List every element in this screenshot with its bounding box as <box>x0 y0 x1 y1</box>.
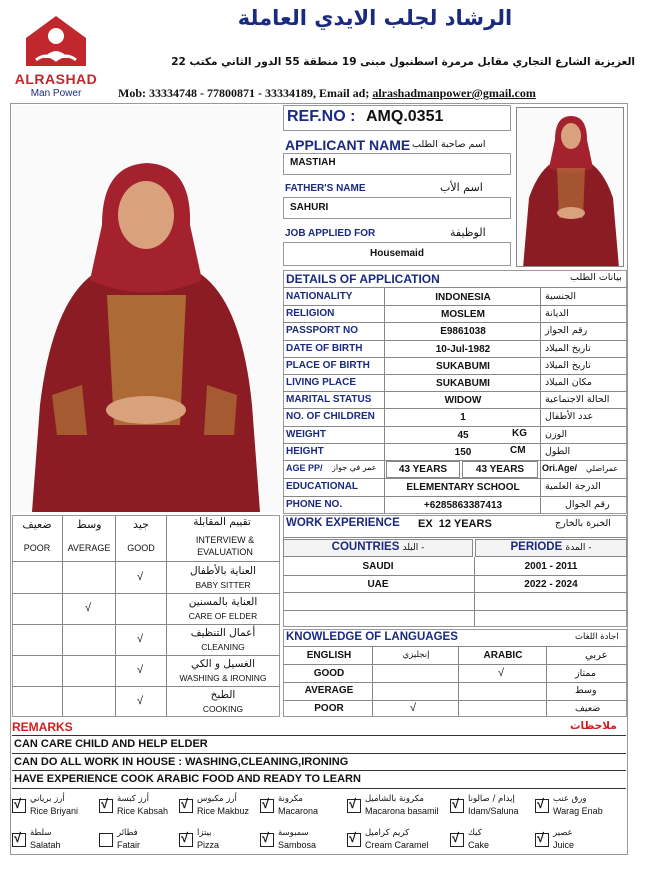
food-name-en: Idam/Saluna <box>468 806 519 816</box>
experience-col-divider <box>474 557 475 627</box>
countries-label-ar: البلد - <box>402 543 425 553</box>
food-check-mark: √ <box>262 796 270 811</box>
details-row-divider <box>283 478 627 479</box>
detail-label: LIVING PLACE <box>286 377 357 388</box>
food-check-mark: √ <box>181 830 189 845</box>
language-arabic-mark: √ <box>498 667 505 679</box>
contact-phones: Mob: 33334748 - 77800871 - 33334189, Email ad; <box>118 86 373 100</box>
remark-divider <box>12 735 626 736</box>
detail-label: RELIGION <box>286 308 335 320</box>
food-name-ar: أرز مكبوس <box>197 794 237 804</box>
eval-title: INTERVIEW & EVALUATION <box>195 535 255 557</box>
applicant-name-value: MASTIAH <box>290 157 336 168</box>
food-checkbox[interactable] <box>99 796 113 813</box>
detail-label-ar: الجنسية <box>545 291 576 302</box>
food-checkbox[interactable] <box>12 830 26 847</box>
remark-divider <box>12 753 626 754</box>
food-check-mark: √ <box>14 830 22 845</box>
language-level: GOOD <box>313 668 345 679</box>
detail-label-ar: عدد الأطفال <box>545 411 594 423</box>
language-level: POOR <box>314 702 344 714</box>
food-name-ar: أرز برياني <box>30 794 65 804</box>
eval-skill-en: COOKING <box>202 704 244 714</box>
food-check-mark: √ <box>14 796 22 811</box>
language-english-mark: √ <box>410 701 417 714</box>
detail-value: WIDOW <box>444 395 482 407</box>
food-check-mark: √ <box>452 796 460 811</box>
eval-check: √ <box>85 602 92 614</box>
details-row-divider <box>283 357 627 358</box>
food-checkbox[interactable] <box>260 796 274 813</box>
remark-line: HAVE EXPERIENCE COOK ARABIC FOOD AND READY TO LEARN <box>14 773 361 785</box>
food-name-ar: مكرونة بالشاميل <box>365 794 424 804</box>
applicant-photo-large <box>12 105 280 512</box>
ref-value: AMQ.0351 <box>366 108 444 125</box>
experience-country: SAUDI <box>362 561 394 572</box>
eval-check: √ <box>137 695 144 707</box>
logo-icon <box>6 8 106 70</box>
food-name-en: Fatair <box>117 840 141 850</box>
eval-skill-en: CLEANING <box>201 642 245 652</box>
experience-row-divider <box>283 575 627 576</box>
details-row-divider <box>283 391 627 392</box>
detail-label: HEIGHT <box>286 445 324 457</box>
food-name-en: Pizza <box>197 840 220 850</box>
experience-period: 2022 - 2024 <box>524 578 578 590</box>
phone-label-ar: رقم الجوال <box>565 499 610 510</box>
language-level-ar: ممتاز <box>575 668 596 679</box>
weight-unit: KG <box>512 427 527 439</box>
eval-check: √ <box>137 664 144 676</box>
phone-label: PHONE NO. <box>286 499 343 510</box>
lang-english-ar: إنجليزي <box>402 650 430 660</box>
details-col-divider <box>384 287 385 514</box>
food-checkbox[interactable] <box>12 796 26 813</box>
eval-skill-ar: العناية بالأطفال <box>189 565 257 577</box>
remarks-title-ar: ملاحظات <box>570 720 617 732</box>
food-name-en: Rice Kabsah <box>117 806 169 816</box>
food-name-ar: كريم كراميل <box>365 828 410 838</box>
experience-row-divider <box>283 610 627 611</box>
food-checkbox[interactable] <box>450 830 464 847</box>
detail-label-ar: الطول <box>545 445 571 457</box>
eval-poor: POOR <box>23 543 51 553</box>
details-row-divider <box>283 340 627 341</box>
remark-divider <box>12 770 626 771</box>
detail-label: NATIONALITY <box>286 291 353 302</box>
food-check-mark: √ <box>349 796 357 811</box>
countries-label-en: COUNTRIES <box>331 541 400 553</box>
detail-label: PASSPORT NO <box>286 325 359 337</box>
food-name-en: Cream Caramel <box>365 840 429 850</box>
details-title: DETAILS OF APPLICATION <box>286 272 440 286</box>
logo <box>6 8 106 98</box>
remarks-title: REMARKS <box>12 720 73 734</box>
detail-value: SUKABUMI <box>436 360 490 372</box>
period-label-en: PERIODE <box>510 541 563 553</box>
ref-label: REF.NO : <box>287 108 356 125</box>
experience-label: WORK EXPERIENCE <box>286 517 400 529</box>
eval-skill-en: CARE OF ELDER <box>188 611 258 621</box>
detail-value: 45 <box>457 429 469 441</box>
remark-line: CAN CARE CHILD AND HELP ELDER <box>14 738 208 750</box>
eval-avg: AVERAGE <box>67 543 111 553</box>
experience-row-divider <box>283 592 627 593</box>
detail-label: DATE OF BIRTH <box>286 342 363 354</box>
food-checkbox[interactable] <box>179 830 193 847</box>
details-row-divider <box>283 443 627 444</box>
detail-label-ar: الديانة <box>545 308 569 320</box>
applicant-name-label: APPLICANT NAME <box>285 137 411 153</box>
detail-label: WEIGHT <box>286 428 326 440</box>
food-name-ar: سمبوسة <box>278 828 309 838</box>
food-check-mark: √ <box>349 830 357 845</box>
eval-skill-ar: الطبخ <box>210 689 236 701</box>
countries-label <box>283 541 473 553</box>
eval-avg-ar: وسط <box>76 518 102 531</box>
detail-value: SUKABUMI <box>436 378 490 389</box>
detail-value: MOSLEM <box>441 309 485 321</box>
applicant-photo-small <box>516 107 624 267</box>
details-row-divider <box>283 496 627 497</box>
lang-arabic-ar: عربي <box>585 650 608 661</box>
education-label: EDUCATIONAL <box>286 481 359 492</box>
food-name-en: Rice Briyani <box>30 806 79 816</box>
details-title-divider <box>283 287 627 288</box>
experience-label-ar: الخبرة بالخارج <box>555 518 611 529</box>
eval-header-divider <box>12 561 280 562</box>
eval-skill-ar: العناية بالمسنين <box>188 596 258 608</box>
food-checkbox[interactable] <box>179 796 193 813</box>
language-row-divider <box>283 700 627 701</box>
detail-label: MARITAL STATUS <box>286 394 372 406</box>
languages-col-divider <box>372 646 373 717</box>
education-value: ELEMENTARY SCHOOL <box>406 482 520 493</box>
job-label-ar: الوظيفة <box>450 226 486 239</box>
phone-value: +6285863387413 <box>423 500 503 511</box>
details-row-divider <box>283 426 627 427</box>
food-name-ar: بيتزا <box>197 828 212 838</box>
food-check-mark: √ <box>262 830 270 845</box>
food-checkbox[interactable] <box>347 796 361 813</box>
age-orig-label: Ori.Age/ <box>542 463 578 473</box>
eval-row-divider <box>12 686 280 687</box>
detail-label-ar: الوزن <box>545 428 568 440</box>
detail-label-ar: تاريخ الميلاد <box>545 342 591 354</box>
detail-value: 150 <box>454 446 472 458</box>
food-check-mark: √ <box>181 796 189 811</box>
experience-country: UAE <box>367 578 389 590</box>
languages-title-ar: اجادة اللغات <box>575 632 619 642</box>
logo-sub: Man Power <box>30 88 82 99</box>
remark-line: CAN DO ALL WORK IN HOUSE : WASHING,CLEANING,IRONING <box>14 755 349 768</box>
eval-skill-en: WASHING & IRONING <box>179 673 267 683</box>
details-row-divider <box>283 374 627 375</box>
food-name-en: Rice Makbuz <box>197 806 250 816</box>
company-address-ar: العزيزية الشارع التجاري مقابل مرمرة اسطنبول مبنى 19 منطقة 55 الدور الثاني مكتب 22 <box>171 56 635 68</box>
eval-title-ar: تقييم المقابلة <box>193 516 251 528</box>
age-pp-label-ar: عمر في جواز <box>332 463 377 472</box>
age-pp-value: 43 YEARS <box>398 464 448 475</box>
father-name-label-ar: اسم الأب <box>440 181 483 194</box>
food-name-en: Warag Enab <box>553 806 603 816</box>
detail-label: PLACE OF BIRTH <box>286 359 370 371</box>
eval-row-divider <box>12 593 280 594</box>
height-unit: CM <box>510 444 526 456</box>
father-name-label: FATHER'S NAME <box>285 183 366 194</box>
detail-label-ar: تاريخ الميلاد <box>545 359 591 371</box>
food-checkbox[interactable] <box>450 796 464 813</box>
eval-check: √ <box>137 633 144 645</box>
language-level-ar: وسط <box>575 685 597 697</box>
experience-divider <box>283 537 627 538</box>
remark-divider <box>12 788 626 789</box>
eval-poor-ar: ضعيف <box>22 518 52 531</box>
lang-arabic: ARABIC <box>483 650 523 661</box>
languages-divider <box>283 664 627 665</box>
job-value: Housemaid <box>370 248 424 259</box>
detail-value: 10-Jul-1982 <box>435 343 491 355</box>
eval-skill-ar: أعمال التنظيف <box>190 627 256 639</box>
details-row-divider <box>283 408 627 409</box>
detail-label-ar: مكان الميلاد <box>545 377 593 388</box>
father-name-value: SAHURI <box>290 202 329 213</box>
company-contact <box>118 86 638 101</box>
details-row-divider <box>283 305 627 306</box>
food-check-mark: √ <box>452 830 460 845</box>
applicant-name-label-ar: اسم صاحبة الطلب <box>412 139 486 150</box>
eval-good-ar: جيد <box>133 518 149 531</box>
food-name-ar: عصير <box>553 828 573 838</box>
eval-row-divider <box>12 624 280 625</box>
detail-label-ar: الحالة الاجتماعية <box>545 394 610 406</box>
age-orig-value: 43 YEARS <box>475 464 525 475</box>
eval-good: GOOD <box>127 543 155 553</box>
food-name-ar: كيك <box>468 828 482 838</box>
job-label: JOB APPLIED FOR <box>285 228 376 239</box>
details-row-divider <box>283 322 627 323</box>
food-name-ar: فطائر <box>117 828 138 838</box>
eval-check: √ <box>137 571 144 583</box>
food-checkbox[interactable] <box>535 796 549 813</box>
company-title-ar: الرشاد لجلب الايدي العاملة <box>237 6 513 30</box>
detail-label: NO. OF CHILDREN <box>286 411 375 423</box>
logo-name: ALRASHAD <box>14 71 98 87</box>
food-name-en: Sambosa <box>278 840 317 850</box>
food-name-ar: مكرونة <box>278 794 303 804</box>
food-check-mark: √ <box>101 796 109 811</box>
food-check-mark: √ <box>537 796 545 811</box>
food-name-en: Cake <box>468 840 490 850</box>
contact-email[interactable]: alrashadmanpower@gmail.com <box>372 86 536 100</box>
eval-row-divider <box>12 655 280 656</box>
languages-col-divider <box>546 646 547 717</box>
food-name-en: Macarona <box>278 806 319 816</box>
languages-divider <box>283 646 627 647</box>
age-orig-label-ar: عمراصلي <box>586 464 619 473</box>
period-label <box>475 541 627 553</box>
education-label-ar: الدرجة العلمية <box>545 481 601 492</box>
experience-period: 2001 - 2011 <box>524 561 578 572</box>
food-name-en: Macarona basamil <box>365 806 439 816</box>
language-level: AVERAGE <box>304 685 354 697</box>
food-name-ar: سلطة <box>30 828 52 838</box>
language-row-divider <box>283 682 627 683</box>
detail-value: INDONESIA <box>435 292 491 303</box>
experience-value: EX 12 YEARS <box>418 518 492 530</box>
food-checkbox[interactable] <box>347 830 361 847</box>
food-name-en: Juice <box>553 840 575 850</box>
languages-col-divider <box>458 646 459 717</box>
age-pp-label: AGE PP/ <box>286 463 323 473</box>
food-checkbox[interactable] <box>535 830 549 847</box>
eval-skill-en: BABY SITTER <box>195 580 251 590</box>
eval-skill-ar: الغسيل و الكي <box>190 658 256 670</box>
details-title-ar: بيانات الطلب <box>570 272 622 283</box>
period-label-ar: المدة - <box>565 543 592 553</box>
details-col-divider <box>540 287 541 514</box>
food-name-ar: إيدام / صالونا <box>468 794 515 804</box>
food-name-en: Salatah <box>30 840 61 850</box>
language-level-ar: ضعيف <box>575 702 601 714</box>
detail-label-ar: رقم الجواز <box>545 325 588 337</box>
lang-english: ENGLISH <box>306 650 352 661</box>
detail-value: 1 <box>460 412 466 424</box>
food-check-mark: √ <box>537 830 545 845</box>
detail-value: E9861038 <box>440 326 486 338</box>
food-name-ar: ورق عنب <box>553 794 587 804</box>
food-name-ar: أرز كبسة <box>117 794 150 804</box>
languages-title: KNOWLEDGE OF LANGUAGES <box>286 631 458 643</box>
food-checkbox[interactable] <box>99 833 113 847</box>
food-checkbox[interactable] <box>260 830 274 847</box>
